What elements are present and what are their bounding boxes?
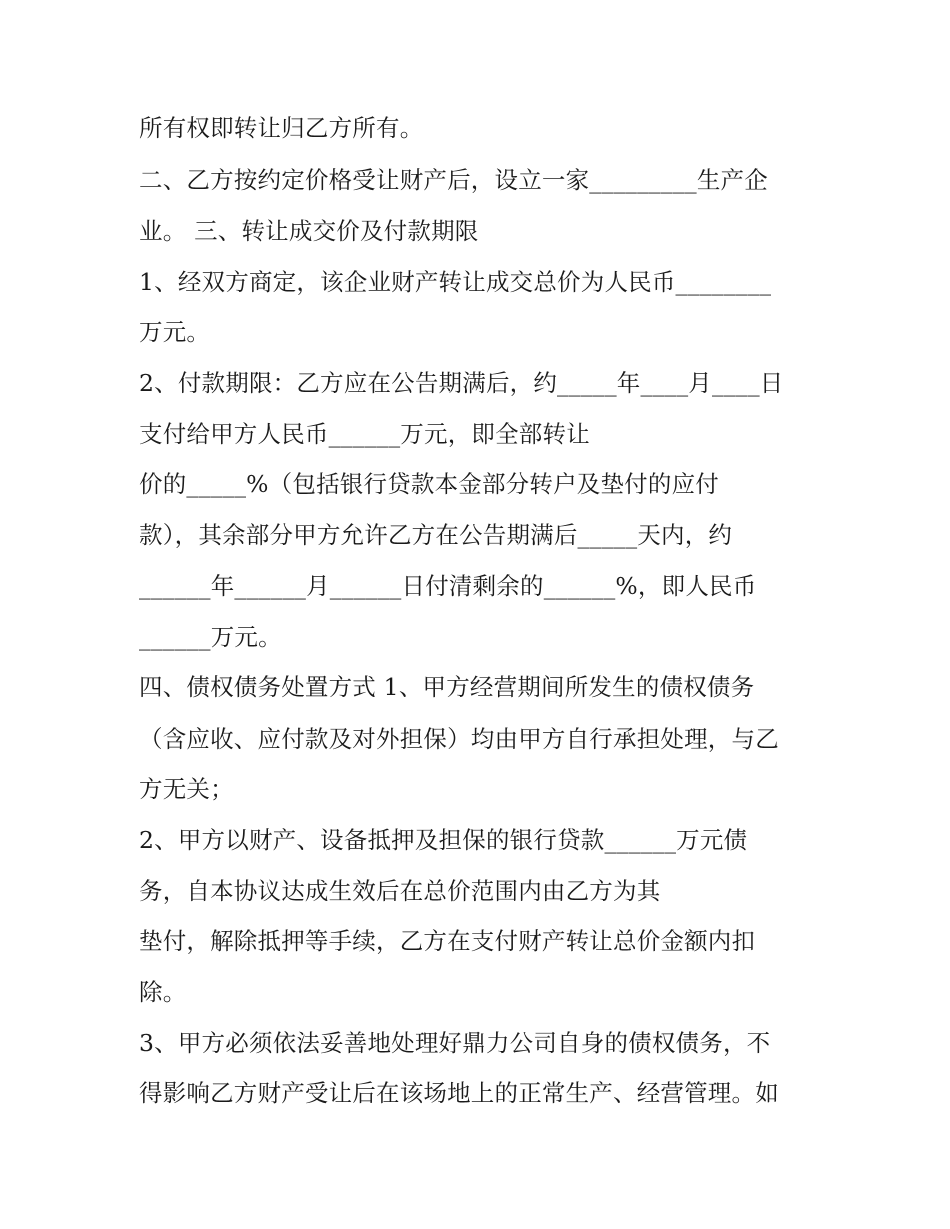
text-line-17: 垫付，解除抵押等手续，乙方在支付财产转让总价金额内扣: [139, 927, 756, 955]
text-line-3: 业。 三、转让成交价及付款期限: [139, 217, 479, 245]
text-line-15: 2、甲方以财产、设备抵押及担保的银行贷款______万元债: [139, 826, 748, 854]
text-line-4: 1、经双方商定，该企业财产转让成交总价为人民币________: [139, 268, 772, 296]
text-line-5: 万元。: [139, 318, 211, 346]
text-line-12: 四、债权债务处置方式 1、甲方经营期间所发生的债权债务: [139, 673, 755, 701]
text-line-6: 2、付款期限：乙方应在公告期满后，约_____年____月____日: [139, 369, 784, 397]
text-line-1: 所有权即转让归乙方所有。: [139, 114, 424, 142]
text-line-2: 二、乙方按约定价格受让财产后，设立一家_________生产企: [139, 166, 768, 194]
text-line-8: 价的_____%（包括银行贷款本金部分转户及垫付的应付: [139, 470, 719, 498]
text-line-19: 3、甲方必须依法妥善地处理好鼎力公司自身的债权债务，不: [139, 1029, 771, 1057]
text-line-11: ______万元。: [139, 623, 282, 651]
text-line-10: ______年______月______日付清剩余的______%，即人民币: [139, 572, 757, 600]
text-line-13: （含应收、应付款及对外担保）均由甲方自行承担处理，与乙: [139, 725, 779, 753]
text-line-16: 务，自本协议达成生效后在总价范围内由乙方为其: [139, 877, 661, 905]
text-line-20: 得影响乙方财产受让后在该场地上的正常生产、经营管理。如: [139, 1079, 779, 1107]
text-line-9: 款），其余部分甲方允许乙方在公告期满后_____天内，约: [139, 521, 733, 549]
text-line-14: 方无关；: [139, 775, 234, 803]
text-line-18: 除。: [139, 978, 187, 1006]
text-line-7: 支付给甲方人民币______万元，即全部转让: [139, 420, 590, 448]
